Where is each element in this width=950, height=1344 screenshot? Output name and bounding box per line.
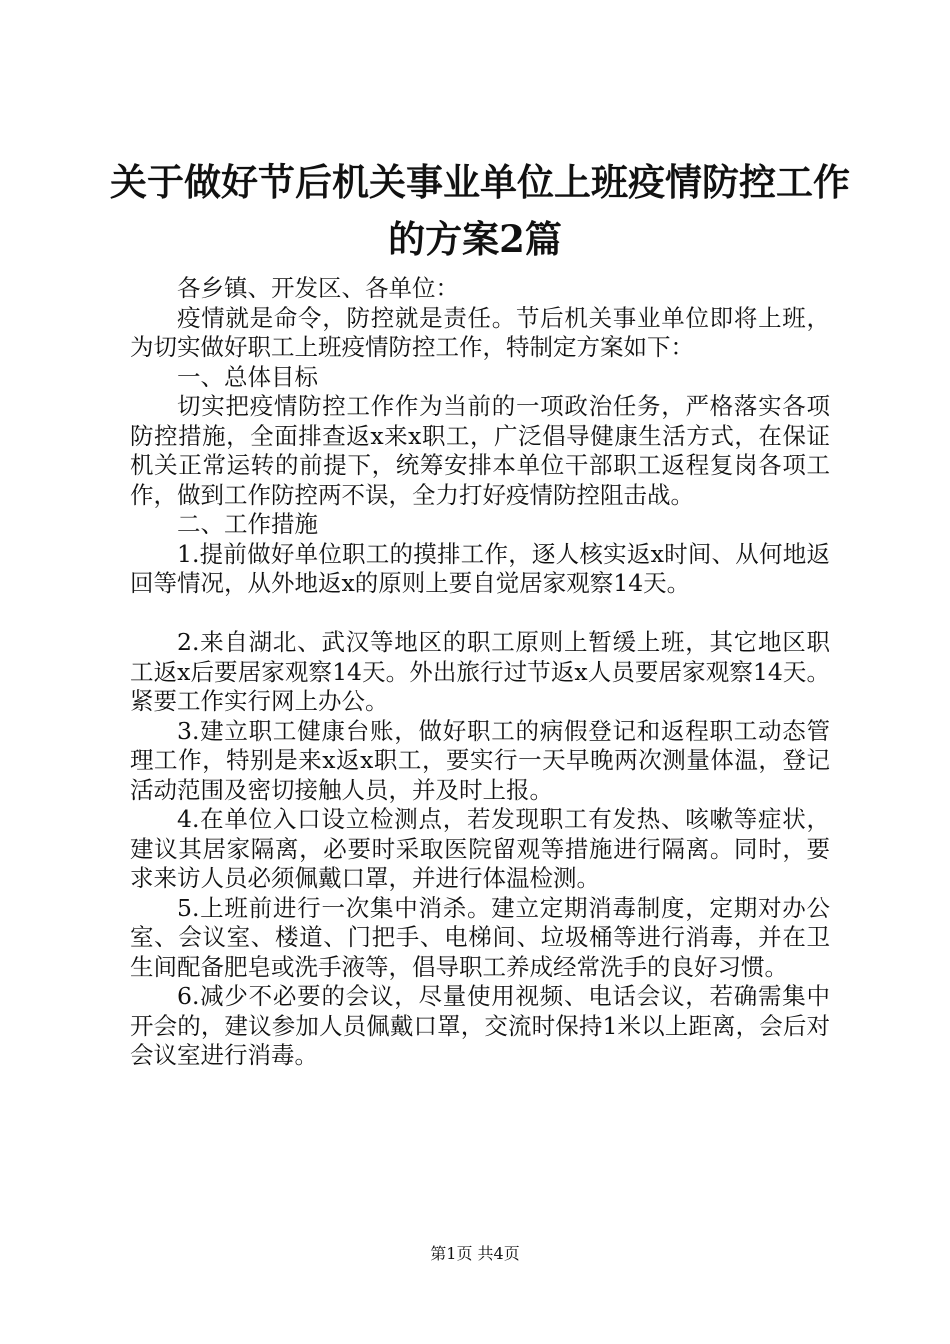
measure-item-2: 2.来自湖北、武汉等地区的职工原则上暂缓上班，其它地区职工返x后要居家观察14天。外出旅行过节返x人员要居家观察14天。紧要工作实行网上办公。 — [130, 628, 830, 715]
document-title-line-1: 关于做好节后机关事业单位上班疫情防控工作 — [110, 160, 850, 204]
page-number-footer: 第1页 共4页 — [430, 1244, 520, 1263]
section-heading-measures: 二、工作措施 — [177, 510, 318, 538]
goals-paragraph: 切实把疫情防控工作作为当前的一项政治任务，严格落实各项防控措施，全面排查返x来x职工，广泛倡导健康生活方式，在保证机关正常运转的前提下，统筹安排本单位干部职工返程复岗各项工作，做到工作防控两不误，全力打好疫情防控阻击战。 — [130, 392, 830, 509]
measure-item-1: 1.提前做好单位职工的摸排工作，逐人核实返x时间、从何地返回等情况，从外地返x的原则上要自觉居家观察14天。 — [130, 539, 830, 597]
intro-paragraph: 疫情就是命令，防控就是责任。节后机关事业单位即将上班，为切实做好职工上班疫情防控工作，特制定方案如下： — [130, 303, 830, 361]
section-heading-goals: 一、总体目标 — [177, 362, 318, 391]
measure-item-3: 3.建立职工健康台账，做好职工的病假登记和返程职工动态管理工作，特别是来x返x职工，要实行一天早晚两次测量体温，登记活动范围及密切接触人员，并及时上报。 — [130, 716, 830, 804]
salutation: 各乡镇、开发区、各单位： — [177, 274, 459, 302]
document-title-line-2: 的方案2篇 — [388, 217, 562, 261]
document-body — [130, 274, 830, 1071]
measure-item-5: 5.上班前进行一次集中消杀。建立定期消毒制度，定期对办公室、会议室、楼道、门把手、电梯间、垃圾桶等进行消毒，并在卫生间配备肥皂或洗手液等，倡导职工养成经常洗手的良好习惯。 — [130, 893, 830, 981]
measure-item-6: 6.减少不必要的会议，尽量使用视频、电话会议，若确需集中开会的，建议参加人员佩戴口罩，交流时保持1米以上距离，会后对会议室进行消毒。 — [130, 982, 830, 1069]
measure-item-4: 4.在单位入口设立检测点，若发现职工有发热、咳嗽等症状，建议其居家隔离，必要时采取医院留观等措施进行隔离。同时，要求来访人员必须佩戴口罩，并进行体温检测。 — [130, 805, 830, 892]
